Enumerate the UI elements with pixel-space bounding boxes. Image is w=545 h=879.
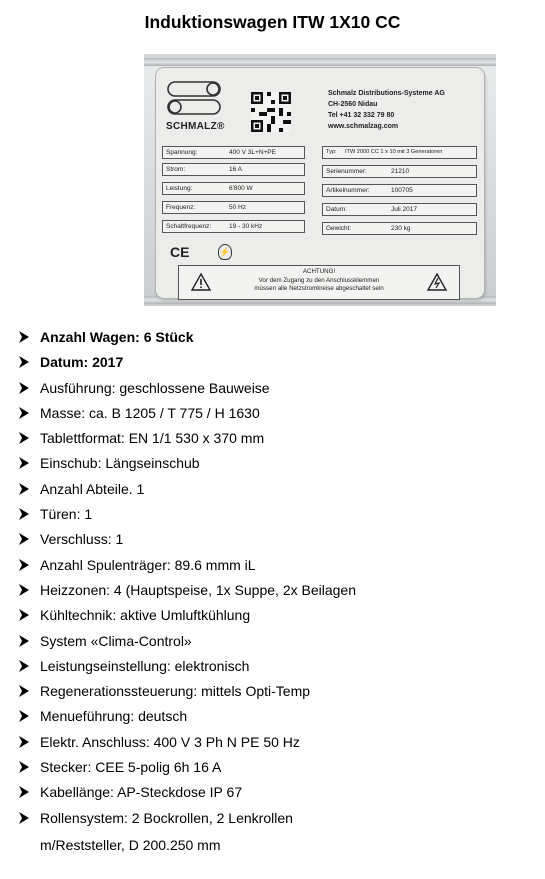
list-item <box>18 605 528 630</box>
arrow-bullet-icon <box>18 732 30 752</box>
field-leistung: Leistung: 6'800 W <box>162 182 305 195</box>
list-item <box>18 453 528 478</box>
list-item <box>18 631 528 656</box>
arrow-bullet-icon <box>18 378 30 398</box>
spec-list <box>18 327 528 833</box>
schmalz-logo <box>166 80 234 132</box>
list-item <box>18 681 528 706</box>
company-line: Schmalz Distributions-Systeme AG <box>328 90 445 97</box>
list-item <box>18 656 528 681</box>
arrow-bullet-icon <box>18 479 30 499</box>
arrow-bullet-icon <box>18 555 30 575</box>
list-item <box>18 352 528 377</box>
approval-mark-icon: ⚡ <box>218 244 232 260</box>
nameplate-photo <box>144 54 496 306</box>
arrow-bullet-icon <box>18 352 30 372</box>
list-item <box>18 479 528 504</box>
list-item-text: Ausführung: geschlossene Bauweise <box>40 379 270 396</box>
list-item-text: Türen: 1 <box>40 506 93 523</box>
list-item <box>18 327 528 352</box>
nameplate <box>156 68 484 298</box>
list-item <box>18 782 528 807</box>
list-item-text: Masse: ca. B 1205 / T 775 / H 1630 <box>40 404 260 421</box>
list-item-text: Einschub: Längseinschub <box>40 455 200 472</box>
list-item <box>18 529 528 554</box>
field-gewicht: Gewicht: 230 kg <box>322 222 477 235</box>
list-item-text: Kabellänge: AP-Steckdose IP 67 <box>40 784 243 801</box>
list-item <box>18 378 528 403</box>
list-item <box>18 504 528 529</box>
field-frequenz: Frequenz: 50 Hz <box>162 201 305 214</box>
list-item-text: System «Clima-Control» <box>40 632 192 649</box>
field-typ: Typ: ITW 2000 CC 1 x 10 mit 3 Generatoren <box>322 146 477 159</box>
arrow-bullet-icon <box>18 631 30 651</box>
list-item <box>18 403 528 428</box>
arrow-bullet-icon <box>18 453 30 473</box>
page-title: Induktionswagen ITW 1X10 CC <box>144 12 401 32</box>
arrow-bullet-icon <box>18 757 30 777</box>
company-line: Tel +41 32 332 79 80 <box>328 112 395 119</box>
logo-text: SCHMALZ® <box>166 121 225 132</box>
field-spannung: Spannung: 400 V 3L+N+PE <box>162 146 305 159</box>
field-datum: Datum: Juli 2017 <box>322 203 477 216</box>
ce-mark: CE <box>170 244 190 260</box>
arrow-bullet-icon <box>18 706 30 726</box>
field-strom: Strom: 16 A <box>162 163 305 176</box>
list-item-text: Tablettformat: EN 1/1 530 x 370 mm <box>40 430 265 447</box>
list-item-text: Verschluss: 1 <box>40 531 124 548</box>
list-item <box>18 580 528 605</box>
company-info <box>328 88 445 132</box>
rail-top <box>144 58 496 66</box>
list-item <box>18 757 528 782</box>
warning-box <box>178 265 460 300</box>
field-schaltfrequenz: Schaltfrequenz: 19 - 30 kHz <box>162 220 305 233</box>
list-item <box>18 732 528 757</box>
arrow-bullet-icon <box>18 782 30 802</box>
list-item-text: Regenerationssteuerung: mittels Opti-Temp <box>40 683 311 700</box>
list-item-text: Kühltechnik: aktive Umluftkühlung <box>40 607 251 624</box>
arrow-bullet-icon <box>18 808 30 828</box>
list-item-text: Rollensystem: 2 Bockrollen, 2 Lenkrollen <box>40 809 293 826</box>
list-item <box>18 555 528 580</box>
arrow-bullet-icon <box>18 504 30 524</box>
qr-code-icon <box>251 92 291 132</box>
list-item-text: Datum: 2017 <box>40 354 124 371</box>
list-item-text: Heizzonen: 4 (Hauptspeise, 1x Suppe, 2x Beilagen <box>40 581 356 598</box>
arrow-bullet-icon <box>18 681 30 701</box>
arrow-bullet-icon <box>18 327 30 347</box>
list-item-text: Elektr. Anschluss: 400 V 3 Ph N PE 50 Hz <box>40 733 300 750</box>
list-item <box>18 808 528 833</box>
warning-text: ACHTUNG! Vor dem Zugang zu den Anschlussklemmen müssen alle Netzstromkreise abgeschaltet sein <box>254 268 384 292</box>
high-voltage-icon <box>427 273 447 291</box>
company-line: www.schmalzag.com <box>328 123 399 130</box>
list-continuation: m/Reststeller, D 200.250 mm <box>40 837 221 853</box>
list-item-text: Anzahl Wagen: 6 Stück <box>40 329 194 345</box>
field-serienummer: Serienummer: 21210 <box>322 165 477 178</box>
logo-icon <box>166 80 234 120</box>
list-item <box>18 428 528 453</box>
list-item-text: Anzahl Abteile. 1 <box>40 480 145 497</box>
company-line: CH-2560 Nidau <box>328 101 378 108</box>
arrow-bullet-icon <box>18 580 30 600</box>
field-artikelnummer: Artikelnummer: 100705 <box>322 184 477 197</box>
arrow-bullet-icon <box>18 605 30 625</box>
arrow-bullet-icon <box>18 403 30 423</box>
list-item-text: Stecker: CEE 5-polig 6h 16 A <box>40 759 222 776</box>
list-item-text: Leistungseinstellung: elektronisch <box>40 657 250 674</box>
list-item-text: Anzahl Spulenträger: 89.6 mmm iL <box>40 556 256 573</box>
arrow-bullet-icon <box>18 656 30 676</box>
list-item-text: Menueführung: deutsch <box>40 708 188 725</box>
warning-icon <box>191 273 211 291</box>
list-item <box>18 706 528 731</box>
arrow-bullet-icon <box>18 529 30 549</box>
arrow-bullet-icon <box>18 428 30 448</box>
